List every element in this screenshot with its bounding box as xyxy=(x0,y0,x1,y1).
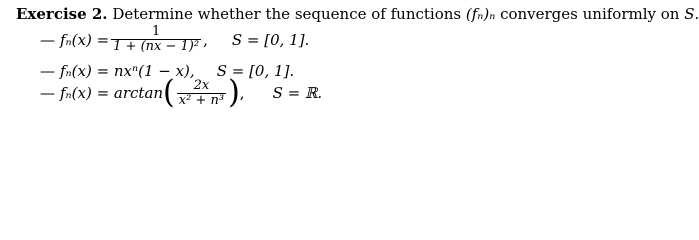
item-1-lhs: fₙ(x) = xyxy=(60,30,110,49)
item-1-tail: , xyxy=(203,30,208,49)
bullet-dash: — xyxy=(40,30,55,49)
left-paren: ( xyxy=(163,74,175,111)
item-1-denominator: 1 + (nx − 1)² xyxy=(113,39,200,54)
item-3-lhs: fₙ(x) = arctan xyxy=(60,84,164,102)
item-3-denominator: x² + n³ xyxy=(178,92,225,108)
exercise-heading xyxy=(16,5,699,23)
item-3-tail: , xyxy=(239,84,245,102)
item-3-numerator: 2x xyxy=(193,77,210,93)
bullet-dash: — xyxy=(40,62,55,80)
statement-suffix: converges uniformly on xyxy=(495,5,685,23)
statement-prefix: Determine whether the sequence of functions xyxy=(112,5,466,23)
item-1 xyxy=(40,25,309,54)
item-2-lhs: fₙ(x) = nxⁿ(1 − x), xyxy=(60,62,195,80)
statement-set: S xyxy=(684,5,695,23)
item-3 xyxy=(40,74,323,111)
right-paren: ) xyxy=(228,74,240,111)
exercise-label: Exercise 2. xyxy=(16,5,108,23)
statement-end: . xyxy=(694,5,699,23)
item-1-set: S = [0, 1]. xyxy=(231,30,310,49)
item-3-fraction xyxy=(177,79,226,108)
item-1-numerator: 1 xyxy=(151,24,161,39)
bullet-dash: — xyxy=(40,84,55,102)
item-2-set: S = [0, 1]. xyxy=(216,62,295,80)
item-3-set: S = ℝ. xyxy=(272,84,323,102)
item-1-fraction xyxy=(111,25,201,54)
statement-sequence: (fₙ)ₙ xyxy=(465,5,496,23)
